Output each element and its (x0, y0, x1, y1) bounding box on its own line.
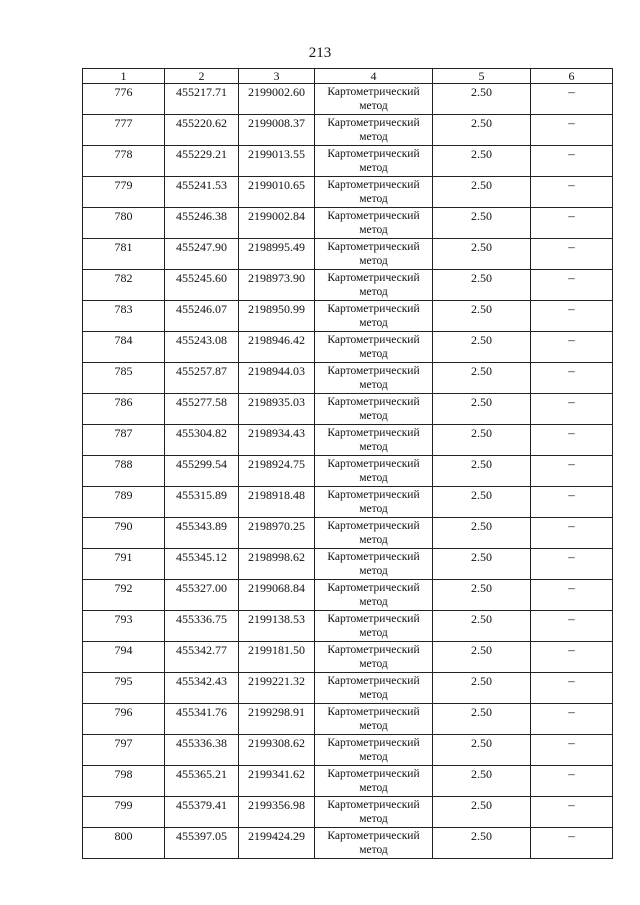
cell-y-coordinate: 2198970.25 (239, 518, 315, 549)
cell-accuracy: 2.50 (433, 115, 531, 146)
table-row (83, 394, 613, 425)
table-row (83, 332, 613, 363)
cell-y-coordinate: 2199356.98 (239, 797, 315, 828)
cell-note: – (531, 84, 613, 115)
cell-point-number: 777 (83, 115, 165, 146)
header-col-3: 3 (239, 69, 315, 84)
header-col-5: 5 (433, 69, 531, 84)
table-row (83, 766, 613, 797)
cell-accuracy: 2.50 (433, 394, 531, 425)
table-row (83, 115, 613, 146)
cell-note: – (531, 363, 613, 394)
cell-accuracy: 2.50 (433, 704, 531, 735)
cell-y-coordinate: 2199002.84 (239, 208, 315, 239)
cell-x-coordinate: 455220.62 (165, 115, 239, 146)
cell-accuracy: 2.50 (433, 642, 531, 673)
cell-x-coordinate: 455299.54 (165, 456, 239, 487)
coordinates-table (82, 68, 613, 859)
cell-accuracy: 2.50 (433, 735, 531, 766)
cell-point-number: 794 (83, 642, 165, 673)
cell-method: Картометрический метод (315, 425, 433, 456)
cell-x-coordinate: 455365.21 (165, 766, 239, 797)
cell-method: Картометрический метод (315, 394, 433, 425)
cell-method: Картометрический метод (315, 84, 433, 115)
cell-note: – (531, 704, 613, 735)
cell-x-coordinate: 455345.12 (165, 549, 239, 580)
cell-accuracy: 2.50 (433, 146, 531, 177)
cell-note: – (531, 115, 613, 146)
cell-method: Картометрический метод (315, 673, 433, 704)
cell-y-coordinate: 2198934.43 (239, 425, 315, 456)
cell-y-coordinate: 2199341.62 (239, 766, 315, 797)
cell-point-number: 790 (83, 518, 165, 549)
cell-point-number: 780 (83, 208, 165, 239)
cell-note: – (531, 673, 613, 704)
cell-note: – (531, 549, 613, 580)
cell-method: Картометрический метод (315, 363, 433, 394)
cell-method: Картометрический метод (315, 518, 433, 549)
table-row (83, 456, 613, 487)
cell-x-coordinate: 455397.05 (165, 828, 239, 859)
cell-note: – (531, 518, 613, 549)
cell-y-coordinate: 2198944.03 (239, 363, 315, 394)
cell-point-number: 797 (83, 735, 165, 766)
cell-method: Картометрический метод (315, 146, 433, 177)
cell-method: Картометрический метод (315, 270, 433, 301)
cell-x-coordinate: 455379.41 (165, 797, 239, 828)
cell-x-coordinate: 455304.82 (165, 425, 239, 456)
cell-point-number: 779 (83, 177, 165, 208)
table-row (83, 797, 613, 828)
cell-point-number: 789 (83, 487, 165, 518)
cell-note: – (531, 208, 613, 239)
table-row (83, 828, 613, 859)
table-row (83, 487, 613, 518)
table-row (83, 239, 613, 270)
cell-y-coordinate: 2199002.60 (239, 84, 315, 115)
table-row (83, 673, 613, 704)
cell-method: Картометрический метод (315, 301, 433, 332)
cell-x-coordinate: 455246.38 (165, 208, 239, 239)
cell-point-number: 798 (83, 766, 165, 797)
cell-y-coordinate: 2198973.90 (239, 270, 315, 301)
table-row (83, 301, 613, 332)
cell-accuracy: 2.50 (433, 270, 531, 301)
cell-point-number: 791 (83, 549, 165, 580)
cell-accuracy: 2.50 (433, 332, 531, 363)
cell-note: – (531, 735, 613, 766)
cell-y-coordinate: 2199013.55 (239, 146, 315, 177)
cell-accuracy: 2.50 (433, 456, 531, 487)
cell-y-coordinate: 2198950.99 (239, 301, 315, 332)
cell-method: Картометрический метод (315, 549, 433, 580)
cell-x-coordinate: 455341.76 (165, 704, 239, 735)
cell-x-coordinate: 455315.89 (165, 487, 239, 518)
cell-y-coordinate: 2199010.65 (239, 177, 315, 208)
cell-method: Картометрический метод (315, 735, 433, 766)
cell-method: Картометрический метод (315, 642, 433, 673)
cell-note: – (531, 642, 613, 673)
header-col-4: 4 (315, 69, 433, 84)
cell-accuracy: 2.50 (433, 487, 531, 518)
cell-accuracy: 2.50 (433, 611, 531, 642)
cell-accuracy: 2.50 (433, 177, 531, 208)
cell-accuracy: 2.50 (433, 425, 531, 456)
cell-accuracy: 2.50 (433, 549, 531, 580)
cell-method: Картометрический метод (315, 332, 433, 363)
cell-accuracy: 2.50 (433, 208, 531, 239)
cell-note: – (531, 332, 613, 363)
cell-point-number: 783 (83, 301, 165, 332)
cell-y-coordinate: 2198935.03 (239, 394, 315, 425)
cell-method: Картометрический метод (315, 766, 433, 797)
cell-note: – (531, 580, 613, 611)
cell-point-number: 800 (83, 828, 165, 859)
table-row (83, 518, 613, 549)
cell-accuracy: 2.50 (433, 363, 531, 394)
table-row (83, 146, 613, 177)
cell-y-coordinate: 2199308.62 (239, 735, 315, 766)
header-col-6: 6 (531, 69, 613, 84)
cell-accuracy: 2.50 (433, 518, 531, 549)
cell-note: – (531, 425, 613, 456)
cell-point-number: 786 (83, 394, 165, 425)
cell-method: Картометрический метод (315, 177, 433, 208)
cell-method: Картометрический метод (315, 115, 433, 146)
cell-point-number: 795 (83, 673, 165, 704)
cell-point-number: 784 (83, 332, 165, 363)
cell-x-coordinate: 455343.89 (165, 518, 239, 549)
cell-note: – (531, 146, 613, 177)
table-row (83, 270, 613, 301)
cell-method: Картометрический метод (315, 208, 433, 239)
cell-method: Картометрический метод (315, 704, 433, 735)
cell-accuracy: 2.50 (433, 301, 531, 332)
cell-x-coordinate: 455277.58 (165, 394, 239, 425)
table-row (83, 363, 613, 394)
table-row (83, 177, 613, 208)
cell-point-number: 781 (83, 239, 165, 270)
cell-y-coordinate: 2198924.75 (239, 456, 315, 487)
table-row (83, 208, 613, 239)
cell-point-number: 785 (83, 363, 165, 394)
cell-accuracy: 2.50 (433, 797, 531, 828)
table-row (83, 611, 613, 642)
cell-note: – (531, 270, 613, 301)
table-row (83, 735, 613, 766)
cell-note: – (531, 611, 613, 642)
cell-x-coordinate: 455217.71 (165, 84, 239, 115)
cell-y-coordinate: 2198918.48 (239, 487, 315, 518)
cell-note: – (531, 456, 613, 487)
cell-method: Картометрический метод (315, 580, 433, 611)
cell-y-coordinate: 2199424.29 (239, 828, 315, 859)
cell-point-number: 787 (83, 425, 165, 456)
cell-y-coordinate: 2198946.42 (239, 332, 315, 363)
cell-y-coordinate: 2198998.62 (239, 549, 315, 580)
table-row (83, 425, 613, 456)
cell-method: Картометрический метод (315, 239, 433, 270)
cell-point-number: 792 (83, 580, 165, 611)
header-row (83, 69, 613, 84)
table-row (83, 549, 613, 580)
cell-accuracy: 2.50 (433, 828, 531, 859)
table-row (83, 580, 613, 611)
cell-accuracy: 2.50 (433, 580, 531, 611)
cell-note: – (531, 301, 613, 332)
cell-note: – (531, 394, 613, 425)
cell-accuracy: 2.50 (433, 84, 531, 115)
cell-method: Картометрический метод (315, 797, 433, 828)
cell-x-coordinate: 455243.08 (165, 332, 239, 363)
cell-point-number: 796 (83, 704, 165, 735)
cell-point-number: 799 (83, 797, 165, 828)
cell-point-number: 776 (83, 84, 165, 115)
cell-x-coordinate: 455342.77 (165, 642, 239, 673)
cell-x-coordinate: 455241.53 (165, 177, 239, 208)
cell-accuracy: 2.50 (433, 673, 531, 704)
cell-accuracy: 2.50 (433, 239, 531, 270)
cell-y-coordinate: 2199008.37 (239, 115, 315, 146)
table-row (83, 704, 613, 735)
cell-point-number: 778 (83, 146, 165, 177)
cell-y-coordinate: 2199138.53 (239, 611, 315, 642)
cell-note: – (531, 766, 613, 797)
cell-note: – (531, 239, 613, 270)
cell-note: – (531, 797, 613, 828)
cell-x-coordinate: 455245.60 (165, 270, 239, 301)
cell-y-coordinate: 2199068.84 (239, 580, 315, 611)
cell-method: Картометрический метод (315, 611, 433, 642)
cell-method: Картометрический метод (315, 828, 433, 859)
cell-x-coordinate: 455336.75 (165, 611, 239, 642)
cell-y-coordinate: 2199221.32 (239, 673, 315, 704)
cell-x-coordinate: 455327.00 (165, 580, 239, 611)
cell-x-coordinate: 455257.87 (165, 363, 239, 394)
cell-y-coordinate: 2199181.50 (239, 642, 315, 673)
table-row (83, 84, 613, 115)
cell-y-coordinate: 2198995.49 (239, 239, 315, 270)
cell-point-number: 788 (83, 456, 165, 487)
cell-x-coordinate: 455336.38 (165, 735, 239, 766)
cell-accuracy: 2.50 (433, 766, 531, 797)
cell-method: Картометрический метод (315, 487, 433, 518)
cell-x-coordinate: 455247.90 (165, 239, 239, 270)
page-number: 213 (308, 45, 332, 61)
cell-note: – (531, 177, 613, 208)
cell-x-coordinate: 455246.07 (165, 301, 239, 332)
cell-point-number: 782 (83, 270, 165, 301)
header-col-1: 1 (83, 69, 165, 84)
cell-note: – (531, 828, 613, 859)
cell-y-coordinate: 2199298.91 (239, 704, 315, 735)
table-header (83, 69, 613, 84)
table-row (83, 642, 613, 673)
cell-point-number: 793 (83, 611, 165, 642)
header-col-2: 2 (165, 69, 239, 84)
cell-x-coordinate: 455342.43 (165, 673, 239, 704)
cell-method: Картометрический метод (315, 456, 433, 487)
table-body (83, 84, 613, 859)
cell-x-coordinate: 455229.21 (165, 146, 239, 177)
cell-note: – (531, 487, 613, 518)
